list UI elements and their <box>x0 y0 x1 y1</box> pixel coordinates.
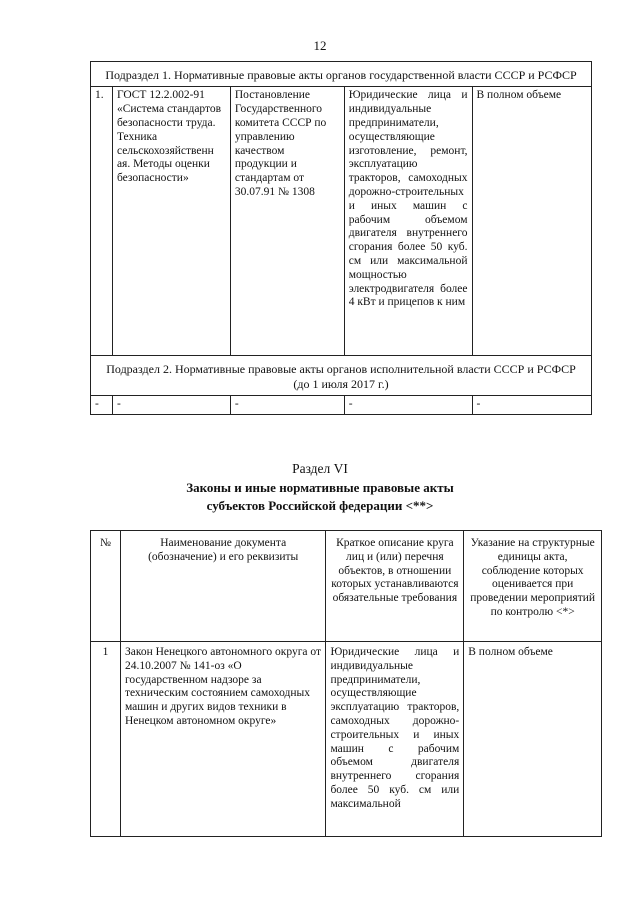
column-header-document: Наименование документа (обозначение) и его реквизиты <box>120 531 325 642</box>
scope-description-cell: Юридические лица и индивидуальные предприниматели, осуществляющие изготовление, ремонт, эксплуатацию тракторов, самоходных дорожно-строительных и иных машин с рабочим объемом двигателя внутреннего сгорания более 50 куб. см или максимальной мощностью электродвигателя более 4 кВт и прицепов к ним <box>344 87 472 356</box>
scope-description-cell: Юридические лица и индивидуальные предприниматели, осуществляющие эксплуатацию тракторов, самоходных дорожно-строительных и иных машин с рабочим объемом двигателя внутреннего сгорания более 50 куб. см или максимальной <box>326 642 464 837</box>
document-name-cell: ГОСТ 12.2.002-91 «Система стандартов безопасности труда. Техника сельскохозяйственн ая. Методы оценки безопасности» <box>112 87 230 356</box>
regulations-table-ussr <box>90 61 592 415</box>
dash-cell: - <box>472 396 592 415</box>
dash-cell: - <box>344 396 472 415</box>
subsection-1-heading: Подраздел 1. Нормативные правовые акты органов государственной власти СССР и РСФСР <box>91 62 592 87</box>
table-row <box>91 642 602 837</box>
row-number: 1. <box>91 87 113 356</box>
extent-cell: В полном объеме <box>472 87 592 356</box>
section-subtitle: субъектов Российской федерации <**> <box>206 498 434 513</box>
dash-cell: - <box>112 396 230 415</box>
regulations-table-regional <box>90 530 602 837</box>
document-name-cell: Закон Ненецкого автономного округа от 24.10.2007 № 141-оз «О государственном надзоре за техническим состоянием самоходных машин и других видов техники в Ненецком автономном округе» <box>120 642 325 837</box>
section-title: Раздел VI <box>292 461 348 476</box>
column-header-scope: Краткое описание круга лиц и (или) перечня объектов, в отношении которых устанавливаются обязательные требования <box>326 531 464 642</box>
extent-cell: В полном объеме <box>464 642 602 837</box>
dash-cell: - <box>230 396 344 415</box>
row-number: 1 <box>91 642 121 837</box>
page-number: 12 <box>313 38 327 53</box>
dash-cell: - <box>91 396 113 415</box>
subsection-2-heading: Подраздел 2. Нормативные правовые акты органов исполнительной власти СССР и РСФСР (до 1 июля 2017 г.) <box>91 356 592 396</box>
column-header-number: № <box>91 531 121 642</box>
table-row <box>91 87 592 356</box>
column-header-extent: Указание на структурные единицы акта, соблюдение которых оценивается при проведении мероприятий по контролю <*> <box>464 531 602 642</box>
table-row <box>91 396 592 415</box>
section-subtitle: Законы и иные нормативные правовые акты <box>186 480 454 495</box>
approval-details-cell: Постановление Государственного комитета СССР по управлению качеством продукции и стандартам от 30.07.91 № 1308 <box>230 87 344 356</box>
